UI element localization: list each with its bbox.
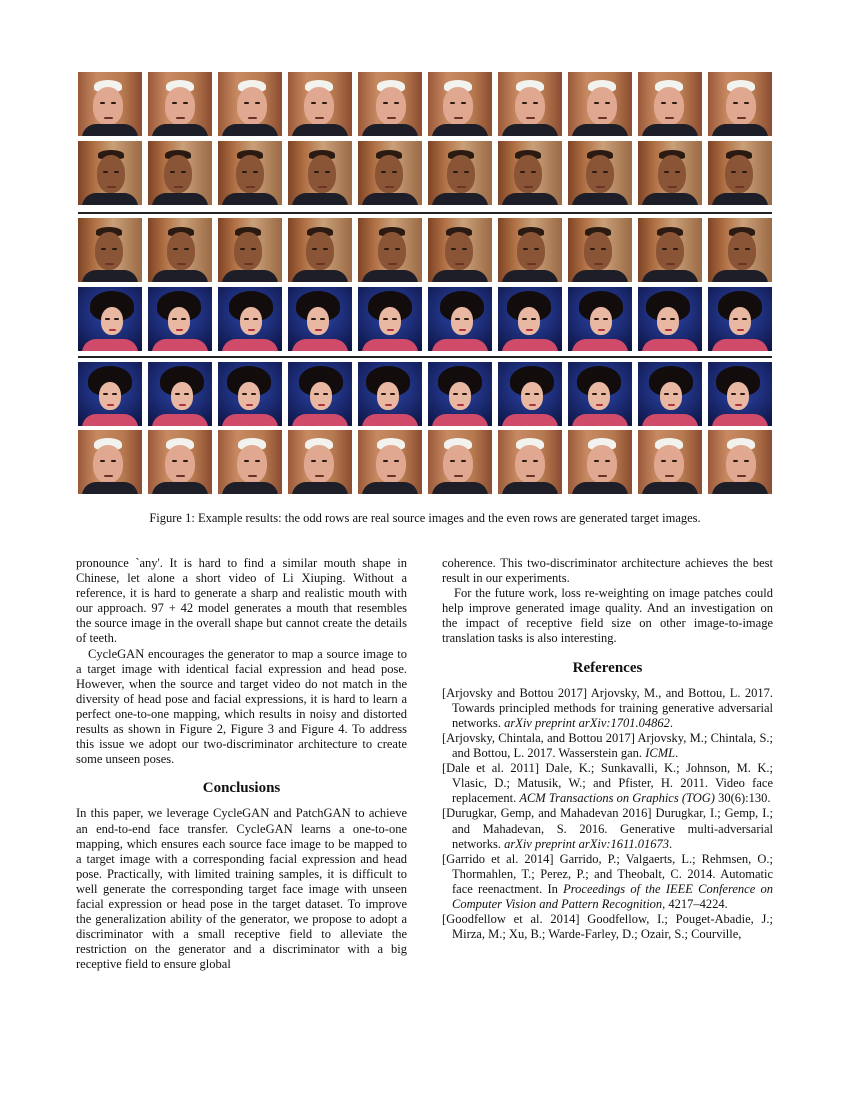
face-thumbnail-li bbox=[358, 287, 422, 351]
face-thumbnail-li bbox=[498, 287, 562, 351]
face-thumbnail-li bbox=[358, 362, 422, 426]
figure-row-real bbox=[78, 362, 772, 426]
face-thumbnail-li bbox=[708, 287, 772, 351]
reference-item bbox=[442, 852, 773, 912]
references-heading: References bbox=[572, 659, 643, 676]
face-thumbnail-obama bbox=[288, 141, 352, 205]
reference-venue: ACM Transactions on Graphics (TOG) bbox=[519, 791, 715, 806]
face-thumbnail-li bbox=[288, 287, 352, 351]
face-thumbnail-biden bbox=[78, 72, 142, 136]
face-thumbnail-li bbox=[638, 362, 702, 426]
reference-venue: ICML bbox=[645, 746, 676, 761]
face-thumbnail-li bbox=[288, 362, 352, 426]
face-thumbnail-li bbox=[498, 362, 562, 426]
face-thumbnail-li bbox=[78, 287, 142, 351]
future-work-paragraph: For the future work, loss re-weighting on image patches could help improve generated image quality. And an investigation on the impact of receptive field size on other image-to-image translation tasks is also interesting. bbox=[442, 586, 773, 646]
figure-row-generated bbox=[78, 430, 772, 494]
face-thumbnail-biden bbox=[148, 72, 212, 136]
figure-1 bbox=[78, 72, 772, 494]
reference-item bbox=[442, 761, 773, 806]
face-thumbnail-obama bbox=[568, 218, 632, 282]
face-thumbnail-obama bbox=[148, 141, 212, 205]
face-thumbnail-obama bbox=[498, 218, 562, 282]
paragraph: pronounce `any'. It is hard to find a similar mouth shape in Chinese, let alone a short video of Li Xiuping. Without a reference, it is hard to generate a sharp and realistic mouth with our approach. 97 + 42 model generates a mouth that resembles the source image in the overall shape but cannot create the details of teeth. bbox=[76, 556, 407, 646]
reference-venue: Proceedings of the IEEE Conference on Computer Vision and Pattern Recognition bbox=[452, 881, 773, 911]
reference-item bbox=[442, 806, 773, 851]
face-thumbnail-obama bbox=[498, 141, 562, 205]
face-thumbnail-li bbox=[708, 362, 772, 426]
face-thumbnail-biden bbox=[148, 430, 212, 494]
figure-caption: Figure 1: Example results: the odd rows are real source images and the even rows are generated target images. bbox=[149, 511, 701, 525]
reference-text: [Dale et al. 2011] Dale, K.; Sunkavalli, K.; Johnson, M. K.; Vlasic, D.; Matusik, W.; and Pfister, H. 2011. Video face replacement. bbox=[442, 761, 773, 806]
face-thumbnail-li bbox=[148, 287, 212, 351]
right-column bbox=[442, 556, 773, 942]
reference-item bbox=[442, 912, 773, 942]
face-thumbnail-obama bbox=[148, 218, 212, 282]
figure-separator-line bbox=[78, 356, 772, 358]
reference-tail: 30(6):130. bbox=[714, 791, 771, 806]
reference-venue: arXiv preprint arXiv:1701.04862 bbox=[504, 715, 670, 730]
paragraph: CycleGAN encourages the generator to map a source image to a target image with identical facial expression and head pose. However, when the source and target video do not match in the diversity of head pose and facial expressions, it is hard to learn a perfect one-to-one mapping, which results in noisy and distorted results as shown in Figure 2, Figure 3 and Figure 4. To address this issue we adopt our two-discriminator architecture to create some unseen poses. bbox=[76, 646, 407, 767]
conclusions-paragraph: In this paper, we leverage CycleGAN and PatchGAN to achieve an end-to-end face transfer. CycleGAN learns a one-to-one mapping, which ensures each source face image to be mapped to a target image with a corresponding facial expression and head pose. Practically, with limited training samples, it is difficult to well generate the corresponding target face image with unseen facial expression or head pose in the target dataset. To improve the generalization ability of the generator, we propose to adopt a discriminator with a small receptive field to alleviate the restriction on the generator and a discriminator with a big receptive field to ensure global bbox=[76, 806, 407, 972]
face-thumbnail-biden bbox=[428, 72, 492, 136]
figure-row-real bbox=[78, 218, 772, 282]
reference-item bbox=[442, 731, 773, 761]
face-thumbnail-biden bbox=[708, 72, 772, 136]
face-thumbnail-biden bbox=[638, 430, 702, 494]
face-thumbnail-biden bbox=[428, 430, 492, 494]
figure-row-real bbox=[78, 72, 772, 136]
face-thumbnail-obama bbox=[428, 141, 492, 205]
face-thumbnail-obama bbox=[638, 218, 702, 282]
left-column bbox=[76, 556, 407, 972]
reference-text: [Goodfellow et al. 2014] Goodfellow, I.; Pouget-Abadie, J.; Mirza, M.; Xu, B.; Warde-Farley, D.; Ozair, S.; Courville, bbox=[442, 912, 773, 942]
reference-text: [Arjovsky and Bottou 2017] Arjovsky, M., and Bottou, L. 2017. Towards principled methods for training generative adversarial networks. bbox=[442, 685, 773, 730]
face-thumbnail-biden bbox=[358, 72, 422, 136]
face-thumbnail-obama bbox=[288, 218, 352, 282]
reference-tail: . bbox=[669, 836, 673, 851]
face-thumbnail-biden bbox=[568, 72, 632, 136]
figure-row-generated bbox=[78, 287, 772, 351]
face-thumbnail-biden bbox=[288, 72, 352, 136]
face-thumbnail-biden bbox=[568, 430, 632, 494]
face-thumbnail-li bbox=[428, 362, 492, 426]
face-thumbnail-obama bbox=[568, 141, 632, 205]
face-thumbnail-li bbox=[78, 362, 142, 426]
conclusions-heading: Conclusions bbox=[202, 780, 281, 797]
reference-tail: . bbox=[669, 715, 674, 730]
face-thumbnail-biden bbox=[78, 430, 142, 494]
face-thumbnail-obama bbox=[78, 141, 142, 205]
face-thumbnail-biden bbox=[218, 72, 282, 136]
face-thumbnail-obama bbox=[638, 141, 702, 205]
reference-text: [Durugkar, Gemp, and Mahadevan 2016] Durugkar, I.; Gemp, I.; and Mahadevan, S. 2016. Generative multi-adversarial networks. bbox=[442, 806, 773, 851]
face-thumbnail-obama bbox=[218, 218, 282, 282]
face-thumbnail-obama bbox=[708, 218, 772, 282]
face-thumbnail-biden bbox=[498, 430, 562, 494]
face-thumbnail-obama bbox=[358, 218, 422, 282]
face-thumbnail-li bbox=[218, 287, 282, 351]
face-thumbnail-biden bbox=[498, 72, 562, 136]
reference-text: [Garrido et al. 2014] Garrido, P.; Valgaerts, L.; Rehmsen, O.; Thormahlen, T.; Perez, P.; and Theobalt, C. 2014. Automatic face reenactment. In bbox=[442, 851, 773, 896]
face-thumbnail-obama bbox=[358, 141, 422, 205]
reference-item bbox=[442, 686, 773, 731]
figure-separator-line bbox=[78, 212, 772, 214]
reference-venue: arXiv preprint arXiv:1611.01673 bbox=[504, 836, 669, 851]
face-thumbnail-obama bbox=[218, 141, 282, 205]
reference-tail: , 4217–4224. bbox=[662, 896, 728, 911]
face-thumbnail-li bbox=[638, 287, 702, 351]
references-list bbox=[442, 686, 773, 943]
face-thumbnail-obama bbox=[708, 141, 772, 205]
face-thumbnail-biden bbox=[708, 430, 772, 494]
face-thumbnail-obama bbox=[428, 218, 492, 282]
face-thumbnail-li bbox=[148, 362, 212, 426]
face-thumbnail-biden bbox=[218, 430, 282, 494]
face-thumbnail-li bbox=[428, 287, 492, 351]
face-thumbnail-obama bbox=[78, 218, 142, 282]
face-thumbnail-biden bbox=[288, 430, 352, 494]
reference-text: [Arjovsky, Chintala, and Bottou 2017] Arjovsky, M.; Chintala, S.; and Bottou, L. 2017. Wasserstein gan. bbox=[442, 730, 773, 761]
figure-row-generated bbox=[78, 141, 772, 205]
reference-tail: . bbox=[675, 746, 679, 761]
paragraph: coherence. This two-discriminator architecture achieves the best result in our experiments. bbox=[442, 556, 773, 586]
face-thumbnail-biden bbox=[358, 430, 422, 494]
face-thumbnail-li bbox=[568, 287, 632, 351]
face-thumbnail-biden bbox=[638, 72, 702, 136]
face-thumbnail-li bbox=[568, 362, 632, 426]
face-thumbnail-li bbox=[218, 362, 282, 426]
